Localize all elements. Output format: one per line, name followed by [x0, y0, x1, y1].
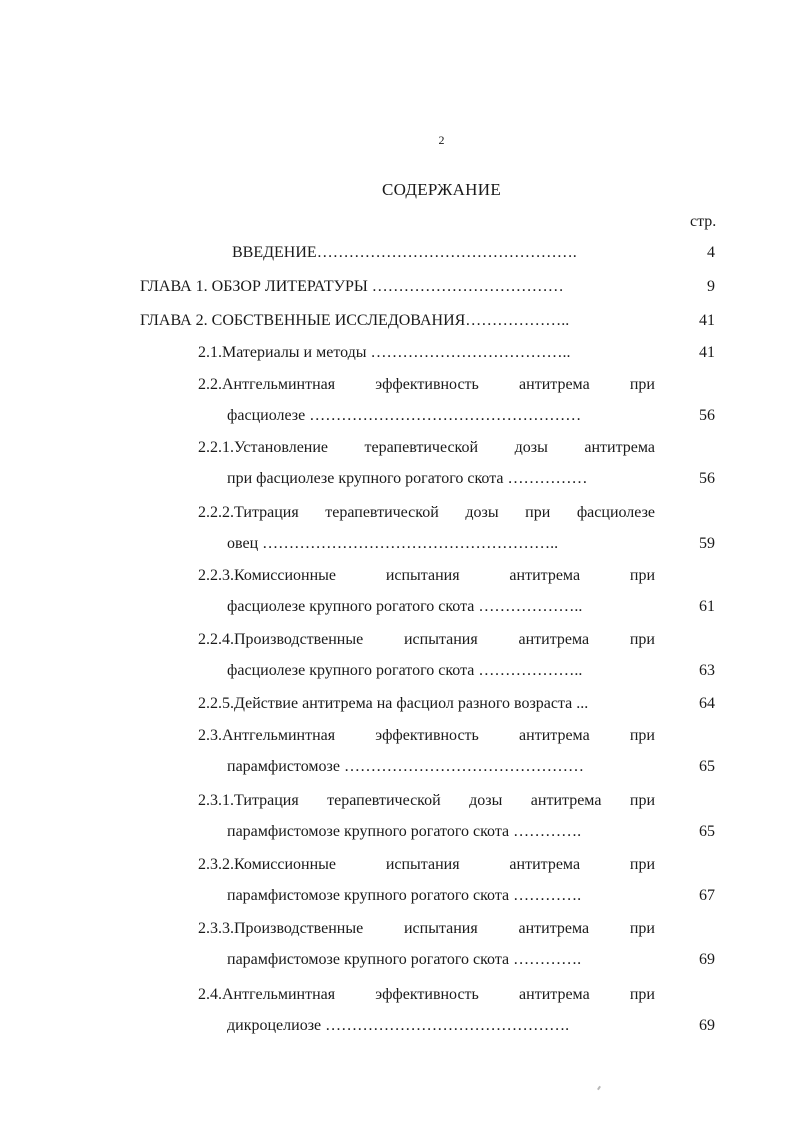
toc-entry-2-3-3 — [198, 919, 715, 974]
toc-entry-2-3-2 — [198, 855, 715, 910]
toc-entry-2-2-4 — [198, 630, 715, 685]
toc-entry-page: 59 — [699, 535, 715, 552]
toc-entry-line-2: парамфистомозе крупного рогатого скота …………. — [227, 823, 582, 840]
toc-entry-chapter-1 — [140, 277, 715, 299]
toc-entry-line-2: парамфистомозе крупного рогатого скота …………. — [227, 951, 582, 968]
toc-entry-line-1: 2.2.1.Установление терапевтической дозы антитрема — [198, 439, 655, 456]
toc-entry-2-3-1 — [198, 791, 715, 846]
toc-entry-line-1: 2.2.Антгельминтная эффективность антитрема при — [198, 376, 655, 393]
toc-entry-page: 9 — [707, 278, 715, 295]
toc-entry-line-2: овец ……………………………………………….. — [227, 535, 559, 552]
toc-entry-line-1: 2.2.4.Производственные испытания антитрема при — [198, 631, 655, 648]
toc-entry-page: 4 — [707, 244, 715, 261]
toc-entry-2-3 — [198, 726, 715, 781]
toc-entry-page: 65 — [699, 758, 715, 775]
toc-entry-2-1 — [140, 343, 715, 365]
toc-entry-page: 69 — [699, 951, 715, 968]
toc-entry-line-2: парамфистомозе крупного рогатого скота …………. — [227, 887, 582, 904]
toc-entry-page: 56 — [699, 470, 715, 487]
toc-entry-line-2: дикроцелиозе ………………………………………. — [227, 1017, 570, 1034]
toc-entry-line-2: парамфистомозе ……………………………………… — [227, 758, 584, 775]
toc-entry-2-2-5 — [198, 694, 715, 716]
toc-entry-line-1: 2.3.2.Комиссионные испытания антитрема при — [198, 856, 655, 873]
toc-title: СОДЕРЖАНИЕ — [381, 180, 502, 199]
toc-entry-line-2: фасциолезе крупного рогатого скота ……………….. — [227, 662, 583, 679]
toc-entry-2-2-3 — [198, 566, 715, 621]
toc-entry-line-1: 2.2.3.Комиссионные испытания антитрема при — [198, 567, 655, 584]
toc-entry-line-1: 2.2.2.Титрация терапевтической дозы при фасциолезе — [198, 504, 655, 521]
toc-entry-2-2-2 — [198, 503, 715, 558]
toc-entry-page: 69 — [699, 1017, 715, 1034]
toc-entry-chapter-2 — [140, 311, 715, 333]
toc-entry-2-2-1 — [198, 438, 715, 493]
toc-entry-page: 64 — [699, 695, 715, 712]
toc-entry-page: 56 — [699, 407, 715, 424]
toc-entry-line-1: 2.3.Антгельминтная эффективность антитрема при — [198, 727, 655, 744]
toc-entry-text: 2.2.5.Действие антитрема на фасциол разного возраста ... — [198, 695, 589, 712]
toc-entry-line-2: при фасциолезе крупного рогатого скота …………… — [227, 470, 588, 487]
toc-entry-line-1: 2.3.1.Титрация терапевтической дозы антитрема при — [198, 792, 655, 809]
toc-entry-line-2: фасциолезе крупного рогатого скота ……………….. — [227, 598, 583, 615]
toc-entry-line-1: 2.4.Антгельминтная эффективность антитрема при — [198, 986, 655, 1003]
toc-entry-2-4 — [198, 985, 715, 1040]
page-number: 2 — [438, 133, 445, 147]
toc-entry-text: 2.1.Материалы и методы ……………………………….. — [198, 344, 571, 361]
page-column-label: стр. — [690, 213, 717, 230]
toc-entry-page: 67 — [699, 887, 715, 904]
toc-entry-text: ГЛАВА 2. СОБСТВЕННЫЕ ИССЛЕДОВАНИЯ……………….. — [140, 312, 570, 329]
toc-entry-text: ГЛАВА 1. ОБЗОР ЛИТЕРАТУРЫ ……………………………… — [140, 278, 564, 295]
toc-entry-page: 65 — [699, 823, 715, 840]
toc-entry-2-2 — [198, 375, 715, 430]
toc-entry-text: ВВЕДЕНИЕ…………………………………………. — [232, 244, 577, 261]
toc-entry-line-1: 2.3.3.Производственные испытания антитрема при — [198, 920, 655, 937]
toc-entry-page: 41 — [699, 312, 715, 329]
scan-speck — [597, 1086, 601, 1090]
toc-entry-page: 63 — [699, 662, 715, 679]
toc-entry-introduction — [140, 243, 715, 265]
toc-entry-page: 61 — [699, 598, 715, 615]
toc-entry-page: 41 — [699, 344, 715, 361]
toc-entry-line-2: фасциолезе …………………………………………… — [227, 407, 582, 424]
